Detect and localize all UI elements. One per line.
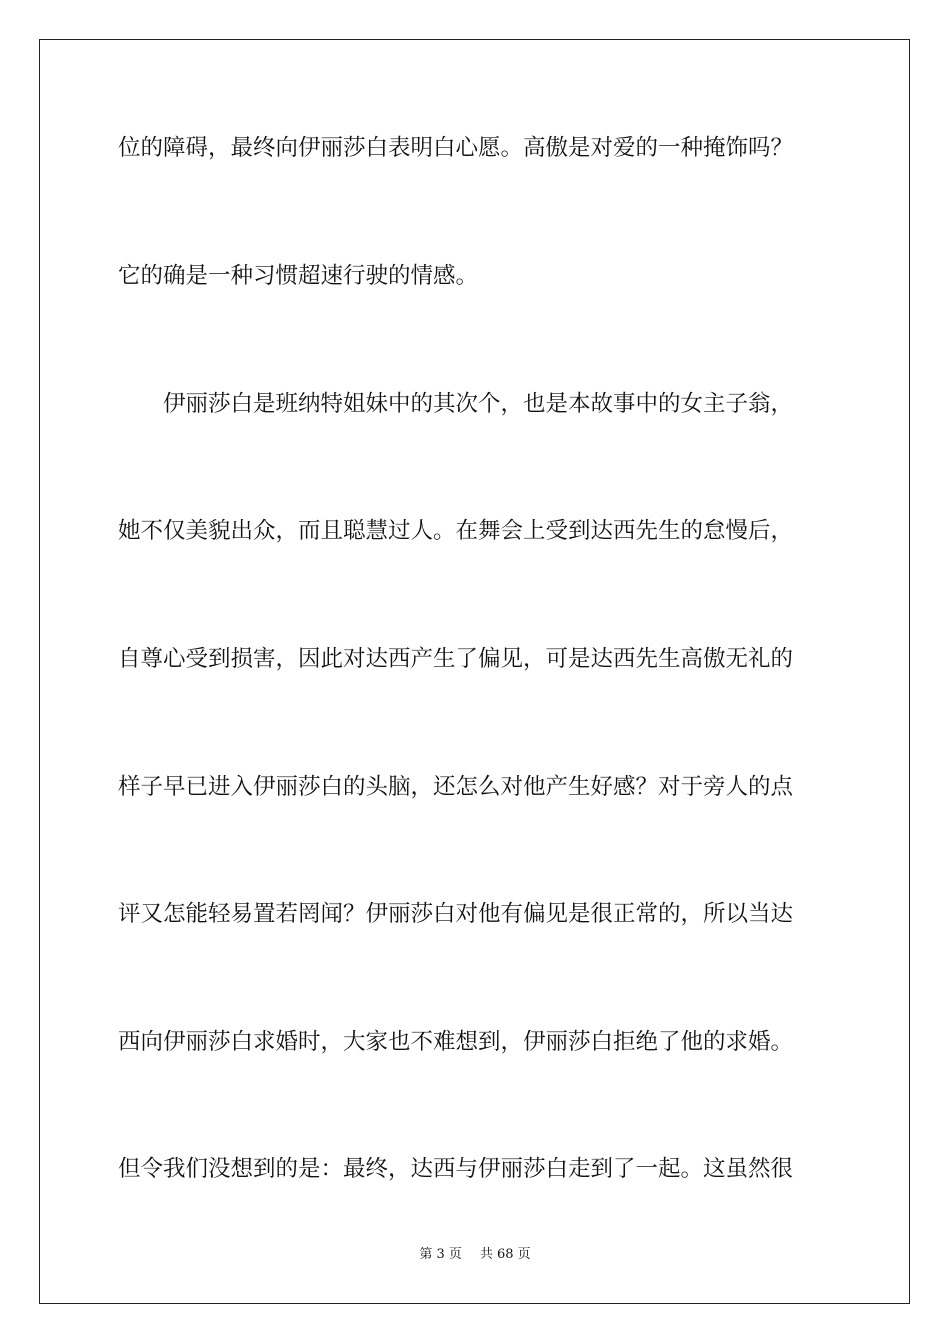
page-number: 第 3 页 [419, 1247, 462, 1262]
paragraph-line-6: 样子早已进入伊丽莎白的头脑，还怎么对他产生好感？对于旁人的点 [118, 774, 794, 800]
paragraph-line-5: 自尊心受到损害，因此对达西产生了偏见，可是达西先生高傲无礼的 [118, 646, 794, 672]
page-footer [0, 1246, 950, 1264]
total-pages: 共 68 页 [479, 1247, 531, 1262]
paragraph-line-4: 她不仅美貌出众，而且聪慧过人。在舞会上受到达西先生的怠慢后， [118, 518, 794, 544]
paragraph-line-7: 评又怎能轻易置若罔闻？伊丽莎白对他有偏见是很正常的，所以当达 [118, 901, 794, 927]
paragraph-line-8: 西向伊丽莎白求婚时，大家也不难想到，伊丽莎白拒绝了他的求婚。 [118, 1029, 794, 1055]
paragraph-line-2: 它的确是一种习惯超速行驶的情感。 [118, 263, 479, 289]
paragraph-line-1: 位的障碍，最终向伊丽莎白表明白心愿。高傲是对爱的一种掩饰吗？ [118, 135, 794, 161]
paragraph-line-3: 伊丽莎白是班纳特姐妹中的其次个，也是本故事中的女主子翁， [163, 391, 794, 417]
paragraph-line-9: 但令我们没想到的是：最终，达西与伊丽莎白走到了一起。这虽然很 [118, 1156, 794, 1182]
